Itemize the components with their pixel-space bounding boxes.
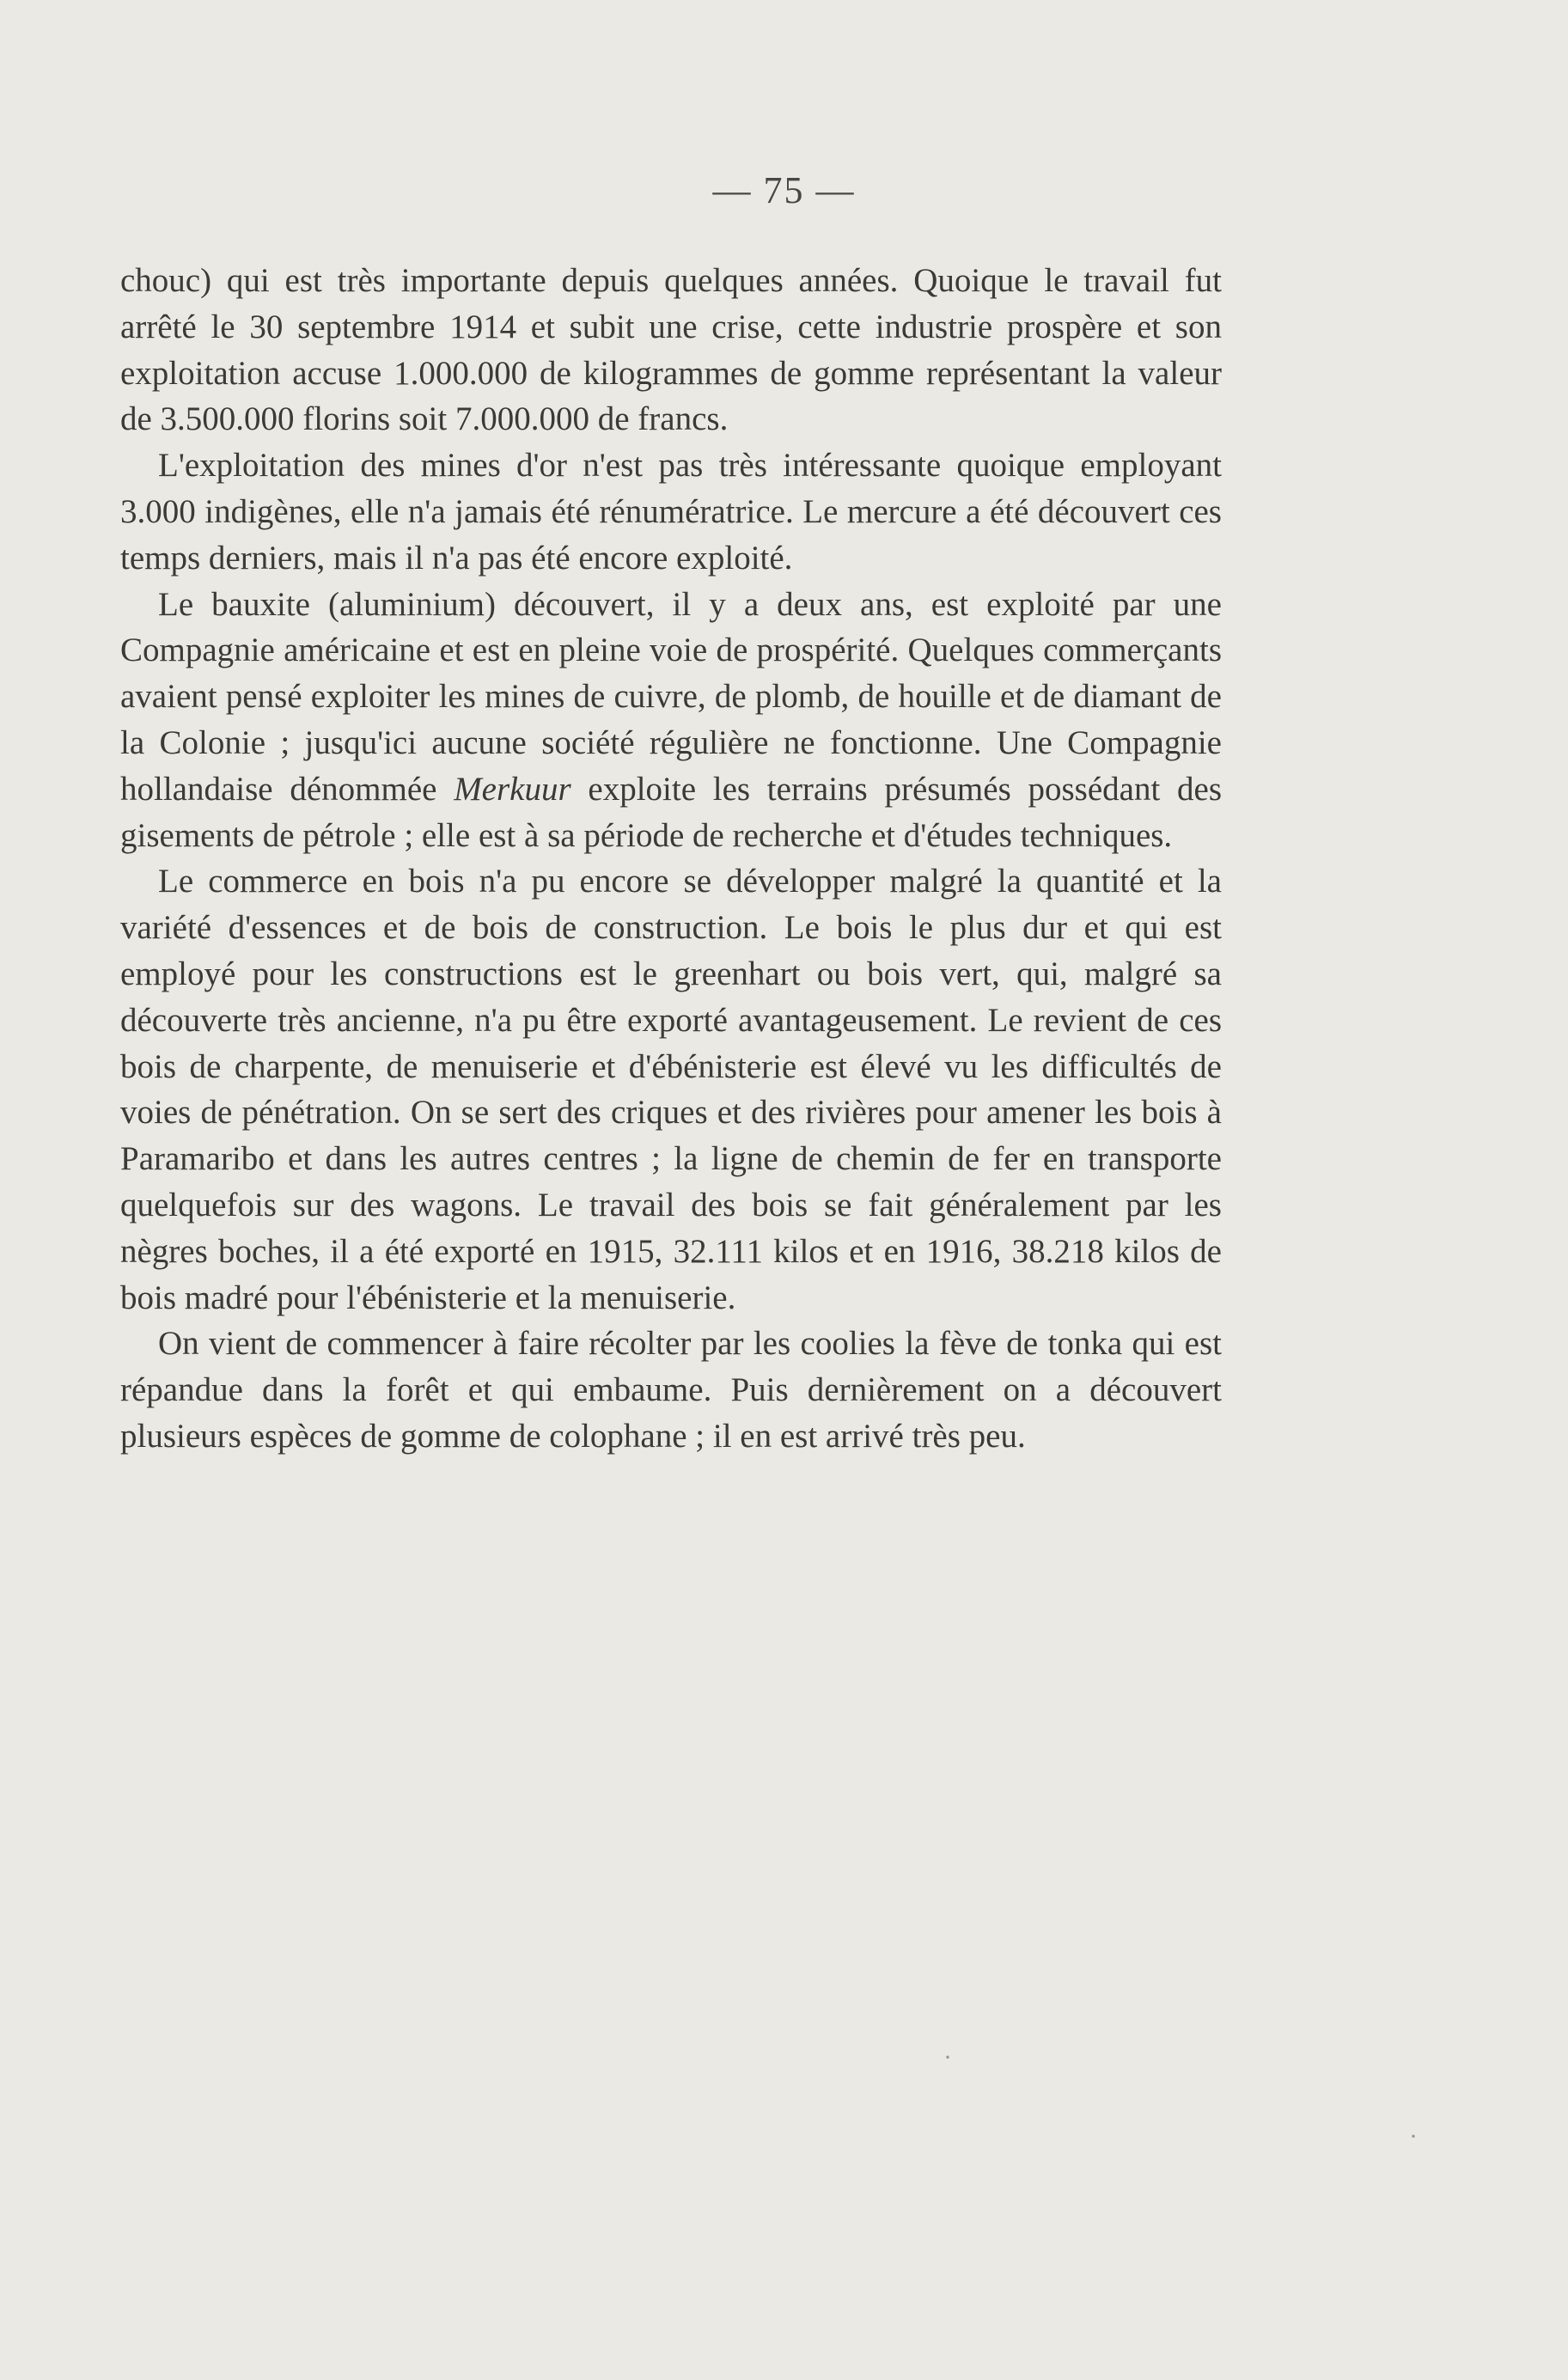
paper-speck-mark: · [1409,2122,1418,2151]
paragraph-bauxite [120,582,1222,859]
company-name: Merkuur [454,770,571,808]
paragraph-tonka [120,1321,1222,1459]
paragraph-text-continued: exploite les terrains présumés possédant des gisements de pétrole ; elle est à sa période de recherche et d'études techniques. [120,770,1223,854]
body-text [120,258,1222,1460]
page-number: — 75 — [712,169,856,211]
paragraph-gold-mines [120,442,1222,581]
paragraph-rubber [120,258,1222,442]
paragraph-text: Le commerce en bois n'a pu encore se développer malgré la quantité et la variété d'essences et de bois de construction. Le bois le plus dur et qui est employé pour les constructions est le greenhart ou bois vert, qui, malgré sa découverte très ancienne, n'a pu être exporté avantageusement. Le revient de ces bois de charpente, de menuiserie et d'ébénisterie est élevé vu les difficultés de voies de pénétration. On se sert des criques et des rivières pour amener les bois à Paramaribo et dans les autres centres ; la ligne de chemin de fer en transporte quelquefois sur des wagons. Le travail des bois se fait généralement par les nègres boches, il a été exporté en 1915, 32.111 kilos et en 1916, 38.218 kilos de bois madré pour l'ébénisterie et la menuiserie. [120,863,1222,1316]
paragraph-wood-trade [120,858,1222,1321]
paper-speck-mark: · [943,2043,952,2072]
paragraph-text: Le bauxite (aluminium) découvert, il y a deux ans, est exploité par une Compagnie américaine et est en pleine voie de prospérité. Quelques commerçants avaient pensé exploiter les mines de cuivre, de plomb, de houille et de diamant de la Colonie ; jusqu'ici aucune société régulière ne fonctionne. Une Compagnie hollandaise dénommée [120,585,1222,808]
paragraph-text: L'exploitation des mines d'or n'est pas très intéressante quoique employant 3.000 indigènes, elle n'a jamais été rénumératrice. Le mercure a été découvert ces temps derniers, mais il n'a pas été encore exploité. [120,447,1222,577]
paragraph-text: chouc) qui est très importante depuis quelques années. Quoique le travail fut arrêté le 30 septembre 1914 et subit une crise, cette industrie prospère et son exploitation accuse 1.000.000 de kilogrammes de gomme représentant la valeur de 3.500.000 florins soit 7.000.000 de francs. [120,262,1222,438]
paragraph-text: On vient de commencer à faire récolter par les coolies la fève de tonka qui est répandue dans la forêt et qui embaume. Puis dernièrement on a découvert plusieurs espèces de gomme de colophane ; il en est arrivé très peu. [120,1325,1222,1455]
